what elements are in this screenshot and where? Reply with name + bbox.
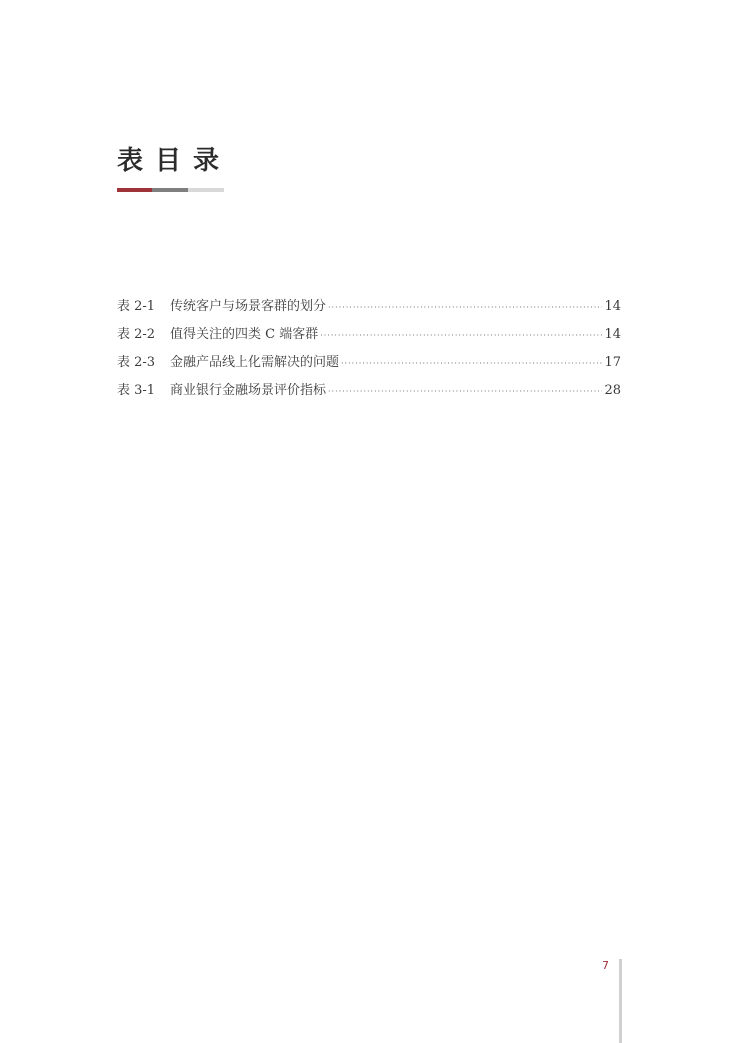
- table-of-tables: [117, 295, 621, 407]
- toc-entry-title: 值得关注的四类 C 端客群: [170, 327, 319, 342]
- toc-leader-dots: [341, 357, 602, 370]
- toc-leader-dots: [328, 301, 602, 314]
- toc-entry[interactable]: [117, 379, 621, 407]
- toc-entry-page: 14: [604, 299, 621, 314]
- toc-entry-number: 表 2-3: [117, 355, 156, 370]
- page-side-rule: [619, 959, 622, 1043]
- title-underline: [117, 188, 224, 192]
- toc-entry-title: 传统客户与场景客群的划分: [170, 299, 327, 314]
- toc-entry[interactable]: [117, 295, 621, 323]
- toc-entry-number: 表 2-2: [117, 327, 156, 342]
- toc-entry-number: 表 3-1: [117, 383, 156, 398]
- toc-entry-title: 商业银行金融场景评价指标: [170, 383, 327, 398]
- toc-leader-dots: [328, 385, 602, 398]
- toc-entry-page: 14: [604, 327, 621, 342]
- title-underline-dark-segment: [152, 188, 188, 192]
- toc-entry-number: 表 2-1: [117, 299, 156, 314]
- toc-entry-title: 金融产品线上化需解决的问题: [170, 355, 340, 370]
- toc-leader-dots: [320, 329, 602, 342]
- toc-entry-page: 28: [604, 383, 621, 398]
- page-number: 7: [602, 959, 609, 972]
- page-title: 表目录: [117, 146, 232, 176]
- title-underline-light-segment: [188, 188, 224, 192]
- toc-entry[interactable]: [117, 351, 621, 379]
- title-underline-red-segment: [117, 188, 152, 192]
- toc-entry-page: 17: [604, 355, 621, 370]
- toc-entry[interactable]: [117, 323, 621, 351]
